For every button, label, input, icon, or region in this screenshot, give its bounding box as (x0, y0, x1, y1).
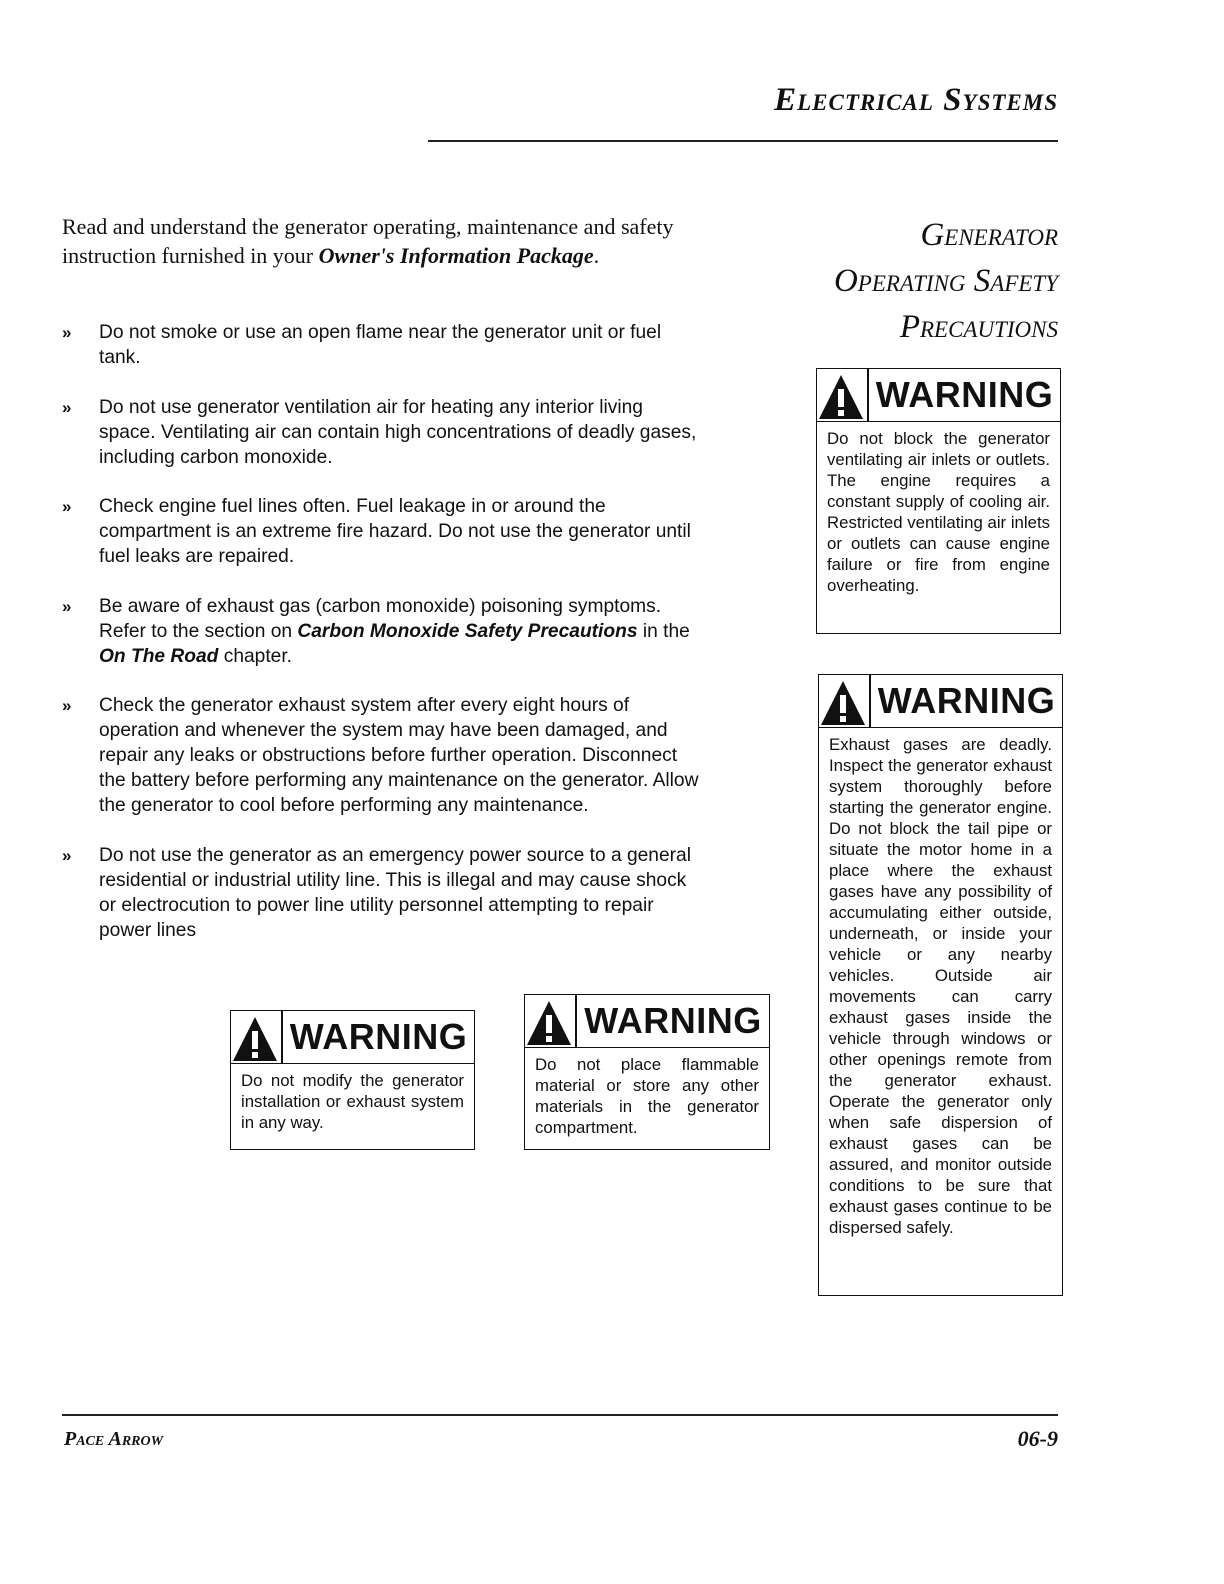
bullet-marker-icon: » (62, 845, 72, 865)
footer-publication-name: Pace Arrow (64, 1428, 164, 1450)
list-item (62, 395, 702, 470)
warning-header (817, 369, 1060, 422)
warning-triangle-icon (231, 1015, 279, 1063)
list-item-text: in the (637, 620, 690, 642)
bullet-marker-icon: » (62, 696, 72, 715)
intro-emphasis: Owner's Information Package (318, 243, 594, 268)
list-item-text: Be aware of exhaust gas (carbon monoxide) poisoning symptoms. Refer to the section on (99, 595, 662, 642)
list-item (62, 320, 702, 370)
intro-text: Read and understand the generator operating, maintenance and safety instruction furnished in your (62, 214, 674, 268)
list-item-text: Do not use the generator as an emergency power source to a general residential or industrial utility line. This is illegal and may cause shock or electrocution to power line utility personnel attempting to repair power lines (99, 844, 691, 941)
list-item-text: Do not use generator ventilation air for heating any interior living space. Ventilating air can contain high concentrations of deadly gases, including carbon monoxide. (99, 396, 697, 468)
section-heading-line: Operating Safety (833, 263, 1058, 299)
list-item (62, 494, 702, 569)
warning-text: Do not block the generator ventilating air inlets or outlets. The engine requires a constant supply of cooling air. Restricted ventilating air inlets or outlets can cause engine failure or fire from engine overheating. (827, 429, 1050, 595)
list-item-text: Check the generator exhaust system after every eight hours of operation and whenever the system may have been damaged, and repair any leaks or obstructions before further operation. Disconnect the battery before performing any maintenance on the generator. Allow the generator to cool before performing any maintenance. (99, 695, 699, 816)
page-number: 06-9 (1017, 1426, 1058, 1451)
warning-box-modify (230, 1010, 475, 1150)
list-item-text: Do not smoke or use an open flame near the generator unit or fuel tank. (99, 322, 662, 368)
warning-triangle-icon (525, 999, 573, 1047)
list-item-text: chapter. (218, 645, 292, 667)
list-item (62, 594, 702, 669)
cross-reference-section: Carbon Monoxide Safety Precautions (297, 620, 638, 642)
warning-text: Do not modify the generator installation or exhaust system in any way. (241, 1071, 464, 1132)
bullet-marker-icon: » (62, 596, 72, 616)
warning-text: Do not place flammable material or store any other materials in the generator compartment. (535, 1055, 759, 1137)
warning-text: Exhaust gases are deadly. Inspect the generator exhaust system thoroughly before starting the generator engine. Do not block the tail pipe or situate the motor home in a place where the exhaust gases have any possibility of accumulating either outside, underneath, or inside your vehicle or any nearby vehicles. Outside air movements can carry exhaust gases inside the vehicle through windows or other openings remote from the generator exhaust. Operate the generator only when safe dispersion of exhaust gases can be assured, and monitor outside conditions to be sure that exhaust gases continue to be dispersed safely. (829, 735, 1052, 1237)
list-item (62, 843, 702, 943)
warning-label: WARNING (281, 1011, 474, 1063)
warning-label: WARNING (575, 995, 769, 1047)
warning-box-exhaust (818, 674, 1063, 1296)
warning-triangle-icon (817, 373, 865, 421)
warning-triangle-icon (819, 679, 867, 727)
intro-paragraph (62, 212, 702, 270)
warning-box-flammable (524, 994, 770, 1150)
section-heading-line: Precautions (899, 309, 1058, 345)
precautions-list (62, 320, 702, 967)
section-heading-line: Generator (920, 217, 1058, 253)
list-item-text: Check engine fuel lines often. Fuel leakage in or around the compartment is an extreme fire hazard. Do not use the generator until fuel leaks are repaired. (99, 496, 691, 567)
footer-divider (62, 1414, 1058, 1416)
intro-text-end: . (593, 243, 600, 268)
warning-box-ventilation (816, 368, 1061, 634)
warning-header (819, 675, 1062, 728)
page-header-title: Electrical Systems (774, 82, 1058, 118)
header-divider (428, 140, 1058, 142)
bullet-marker-icon: » (62, 397, 72, 417)
bullet-marker-icon: » (62, 323, 72, 342)
cross-reference-chapter: On The Road (99, 645, 219, 667)
section-heading (758, 212, 1058, 350)
warning-label: WARNING (867, 369, 1060, 421)
warning-label: WARNING (869, 675, 1062, 727)
warning-header (525, 995, 769, 1048)
bullet-marker-icon: » (62, 497, 72, 516)
warning-header (231, 1011, 474, 1064)
list-item (62, 693, 702, 818)
